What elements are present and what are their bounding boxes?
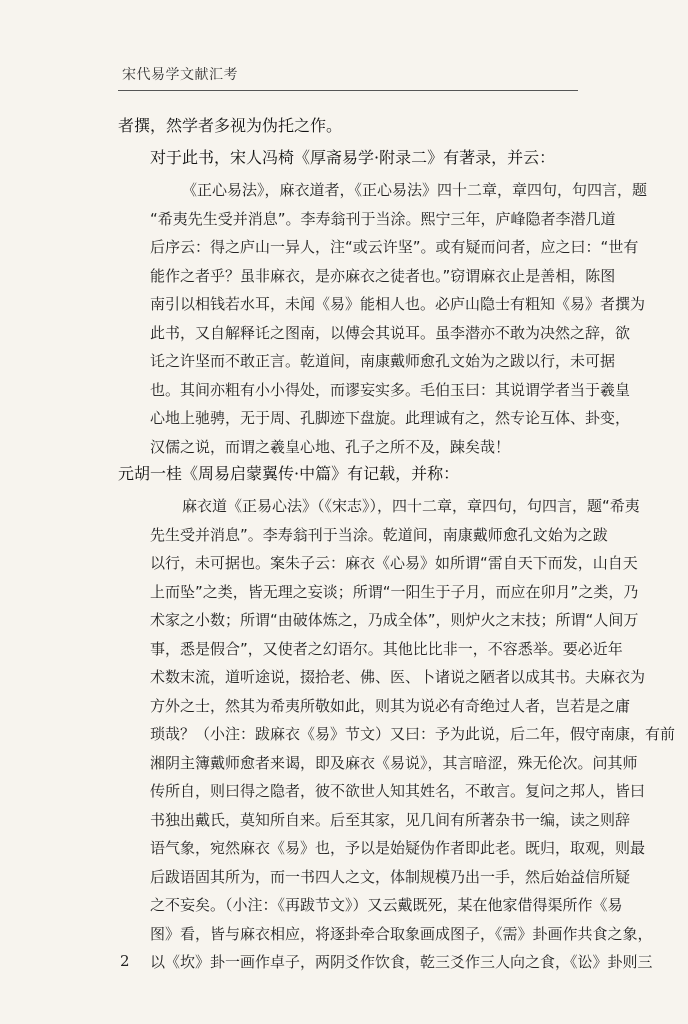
quote-line: 书独出戴氏，莫知所自来。后至其家，见几间有所著杂书一编，读之则辞 xyxy=(150,810,631,829)
block-quote-yizhuan-body xyxy=(150,521,676,977)
header-rule xyxy=(118,90,578,91)
block-quote-houzhai xyxy=(182,176,648,205)
quote-line: 也。其间亦粗有小小得处，而谬妄实多。毛伯玉曰：其说谓学者当于羲皇 xyxy=(150,380,631,399)
quote-line: 讬之许坚而不敢正言。乾道间，南康戴师愈孔文始为之跋以行，未可据 xyxy=(150,352,616,370)
block-quote-yizhuan xyxy=(182,492,640,521)
paragraph-intro-feng-yi xyxy=(150,144,578,171)
quote-line: 南引以相钱若水耳，未闻《易》能相人也。必庐山隐士有粗知《易》者撰为 xyxy=(150,295,646,313)
quote-line: 此书，又自解释讬之图南，以傅会其说耳。虽李潜亦不敢为决然之辞，欲 xyxy=(150,323,631,342)
quote-line: 汉儒之说，而谓之羲皇心地、孔子之所不及，踈矣哉！ xyxy=(150,437,511,456)
quote-line: 方外之士，然其为希夷所敬如此，则其为说必有奇绝过人者，岂若是之庸 xyxy=(150,696,631,715)
text-line: 者撰，然学者多视为伪托之作。 xyxy=(118,116,343,135)
quote-line: 之不妄矣。（小注：《再跋节文》）又云戴既死，某在他家借得渠所作《易 xyxy=(150,896,623,914)
quote-line: 能作之者乎？虽非麻衣，是亦麻衣之徒者也。”窃谓麻衣止是善相，陈图 xyxy=(150,266,616,285)
quote-line: 上而坠”之类，皆无理之妄谈；所谓“一阳生于子月，而应在卯月”之类，乃 xyxy=(150,582,639,601)
quote-line: 湘阴主簿戴师愈者来谒，即及麻衣《易说》，其言暗涩，殊无伦次。问其师 xyxy=(150,753,638,772)
running-head: 宋代易学文献汇考 xyxy=(122,67,238,83)
text-line: 对于此书，宋人冯椅《厚斋易学·附录二》有著录，并云： xyxy=(150,148,556,167)
quote-line: 先生受并消息”。李寿翁刊于当涂。乾道间，南康戴师愈孔文始为之跋 xyxy=(150,525,608,544)
text-line: 元胡一桂《周易启蒙翼传·中篇》有记载，并称： xyxy=(118,464,460,483)
block-quote-houzhai-body xyxy=(150,205,646,462)
quote-line: 图》看，皆与麻衣相应，将逐卦牵合取象画成图子，《需》卦画作共食之象， xyxy=(150,924,653,943)
quote-line: 以行，未可据也。案朱子云：麻衣《心易》如所谓“雷自天下而发，山自天 xyxy=(150,554,638,572)
quote-line: 术家之小数；所谓“由破体炼之，乃成全体”，则炉火之末技；所谓“人间万 xyxy=(150,611,639,629)
quote-line: 语气象，宛然麻衣《易》也，予以是始疑伪作者即此老。既归，取观，则最 xyxy=(150,839,646,857)
paragraph-continuation xyxy=(118,112,578,139)
paragraph-intro-hu-yigui xyxy=(118,460,578,487)
page-number: 2 xyxy=(120,952,130,970)
quote-line: 以《坎》卦一画作卓子，两阴爻作饮食，乾三爻作三人向之食，《讼》卦则三 xyxy=(150,953,653,971)
quote-line: 事，悉是假合”，又使者之幻语尔。其他比比非一，不容悉举。要必近年 xyxy=(150,639,623,658)
quote-line: “希夷先生受并消息”。李寿翁刊于当涂。熙宁三年，庐峰隐者李潜几道 xyxy=(150,209,616,228)
quote-line: 后跋语固其所为，而一书四人之文，体制规模乃出一手，然后始益信所疑 xyxy=(150,867,631,886)
quote-line: 传所自，则曰得之隐者，彼不欲世人知其姓名，不敢言。复问之邦人，皆曰 xyxy=(150,782,646,800)
quote-line: 后序云：得之庐山一异人，注“或云许坚”。或有疑而问者，应之曰：“世有 xyxy=(150,238,639,256)
quote-line: 心地上驰骋，无于周、孔脚迹下盘旋。此理诚有之，然专论互体、卦变， xyxy=(150,409,631,427)
quote-line: 麻衣道《正易心法》（《宋志》），四十二章，章四句，句四言，题“希夷 xyxy=(182,497,640,515)
quote-line: 术数末流，道听途说，掇拾老、佛、医、卜诸说之陋者以成其书。夫麻衣为 xyxy=(150,668,646,686)
quote-line: 《正心易法》，麻衣道者，《正心易法》四十二章，章四句，句四言，题 xyxy=(182,181,648,199)
quote-line: 琐哉？（小注：跋麻衣《易》节文）又曰：予为此说，后二年，假守南康，有前 xyxy=(150,725,676,743)
